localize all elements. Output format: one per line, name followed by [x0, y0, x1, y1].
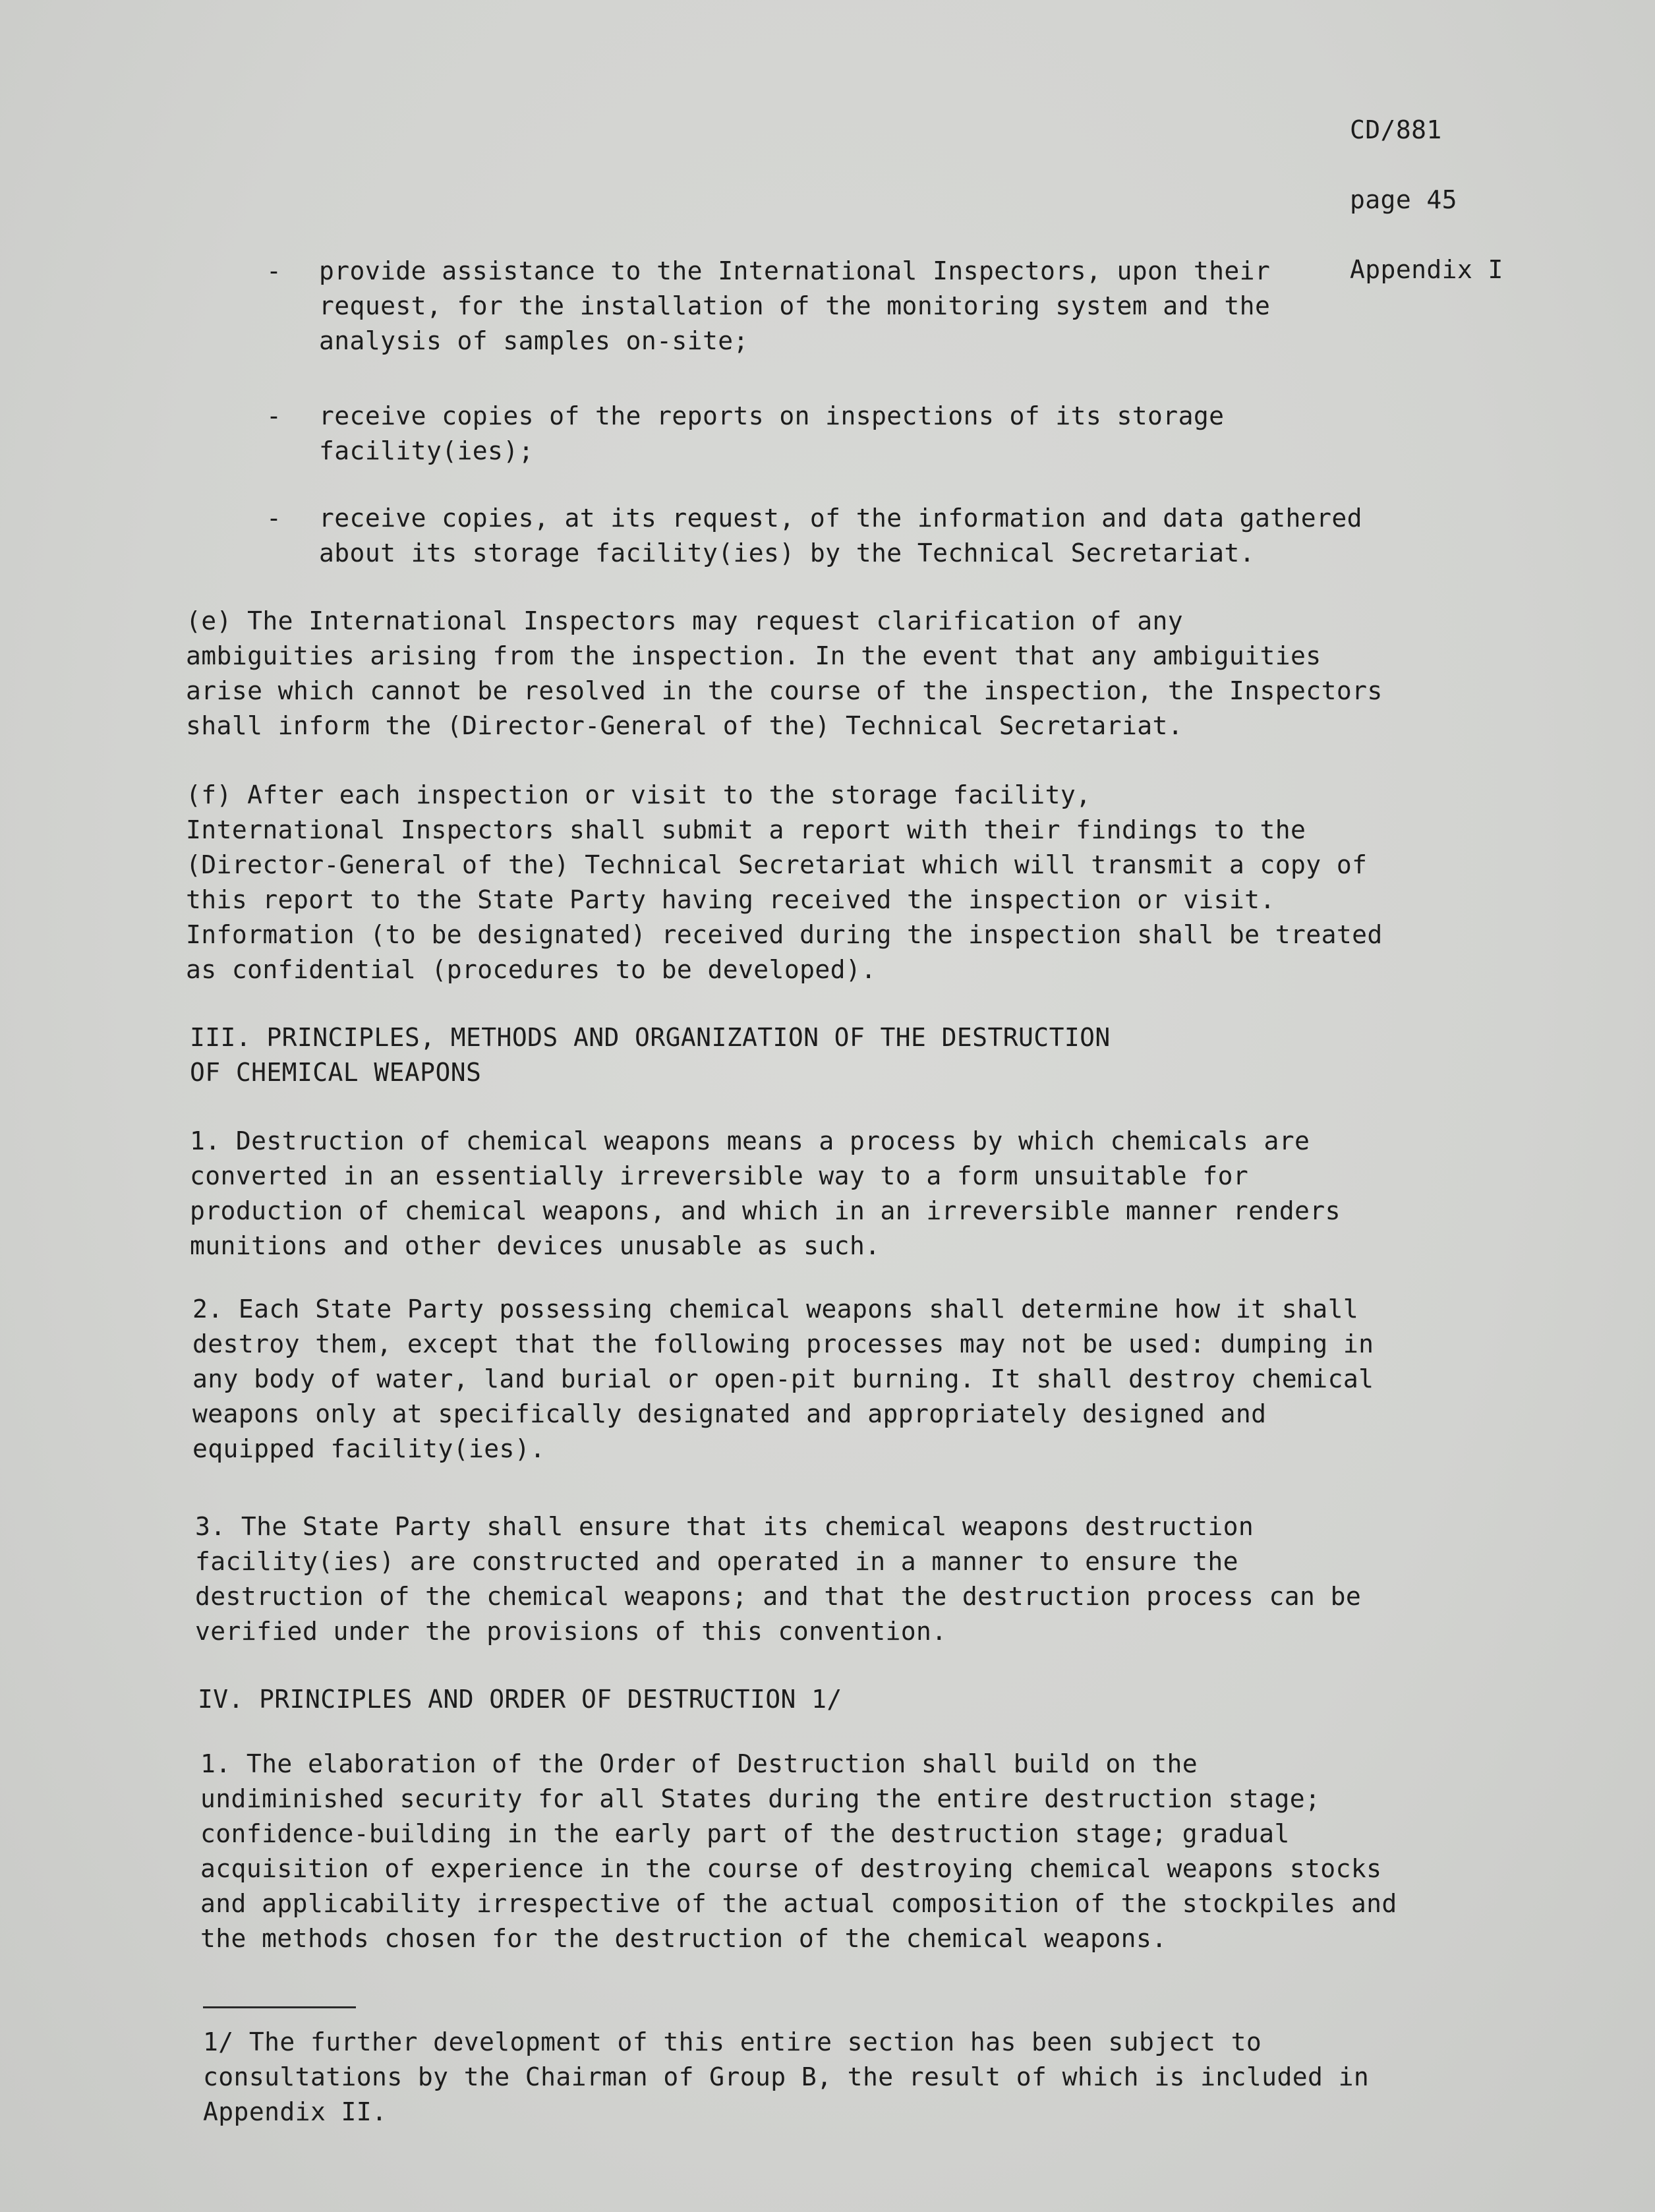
section-iii-paragraph-3: 3. The State Party shall ensure that its chemical weapons destruction facility(ies) are constructed and operated in a manner to ensure the destruction of the chemical weapons; and that the destruction process can be verified under the provisions of this convention.: [195, 1512, 1362, 1646]
bullet-text: receive copies of the reports on inspections of its storage facility(ies);: [319, 401, 1225, 465]
section-iii-paragraph-1: 1. Destruction of chemical weapons means a process by which chemicals are converted in an essentially irreversible way to a form unsuitable for production of chemical weapons, and which in an irreversible manner renders munitions and other devices unusable as such.: [190, 1126, 1341, 1260]
bullet-dash: -: [266, 256, 282, 285]
bullet-text: provide assistance to the International Inspectors, upon their request, for the installation of the monitoring system and the analysis of samples on-site;: [319, 256, 1271, 355]
footnote: 1/ The further development of this entire section has been subject to consultations by the Chairman of Group B, the result of which is included in Appendix II.: [203, 2027, 1370, 2126]
section-heading-iii: III. PRINCIPLES, METHODS AND ORGANIZATION OF THE DESTRUCTION OF CHEMICAL WEAPONS: [190, 1023, 1111, 1087]
section-iv-paragraph-1: 1. The elaboration of the Order of Destruction shall build on the undiminished security for all States during the entire destruction stage; confidence-building in the early part of the destruction stage; gradual acquisition of experience in the course of destroying chemical weapons stocks and applicability irrespective of the actual composition of the stockpiles and the methods chosen for the destruction of the chemical weapons.: [200, 1749, 1397, 1953]
section-iii-paragraph-2: 2. Each State Party possessing chemical weapons shall determine how it shall destroy them, except that the following processes may not be used: dumping in any body of water, land burial or open-pit burning. It shall destroy chemical weapons only at specifically designated and appropriately designed and equipped facility(ies).: [192, 1295, 1374, 1463]
bullet-dash: -: [266, 401, 282, 430]
footnote-divider: [203, 2006, 356, 2008]
section-heading-iv: IV. PRINCIPLES AND ORDER OF DESTRUCTION 1/: [198, 1685, 842, 1714]
page-number: page 45: [1350, 185, 1457, 214]
bullet-dash: -: [266, 504, 282, 533]
paragraph-e: (e) The International Inspectors may request clarification of any ambiguities arising from the inspection. In the event that any ambiguities arise which cannot be resolved in the course of the inspection, the Inspectors shall inform the (Director-General of the) Technical Secretariat.: [186, 606, 1383, 740]
paragraph-f: (f) After each inspection or visit to the storage facility, International Inspectors shall submit a report with their findings to the (Director-General of the) Technical Secretariat which will transmit a copy of this report to the State Party having received the inspection or visit. Information (to be designated) received during the inspection shall be treated as confidential (procedures to be developed).: [186, 780, 1383, 984]
document-symbol: CD/881: [1350, 115, 1442, 144]
appendix-label: Appendix I: [1350, 255, 1503, 284]
document-header: [1350, 78, 1503, 322]
bullet-text: receive copies, at its request, of the information and data gathered about its storage facility(ies) by the Technical Secretariat.: [319, 504, 1362, 568]
